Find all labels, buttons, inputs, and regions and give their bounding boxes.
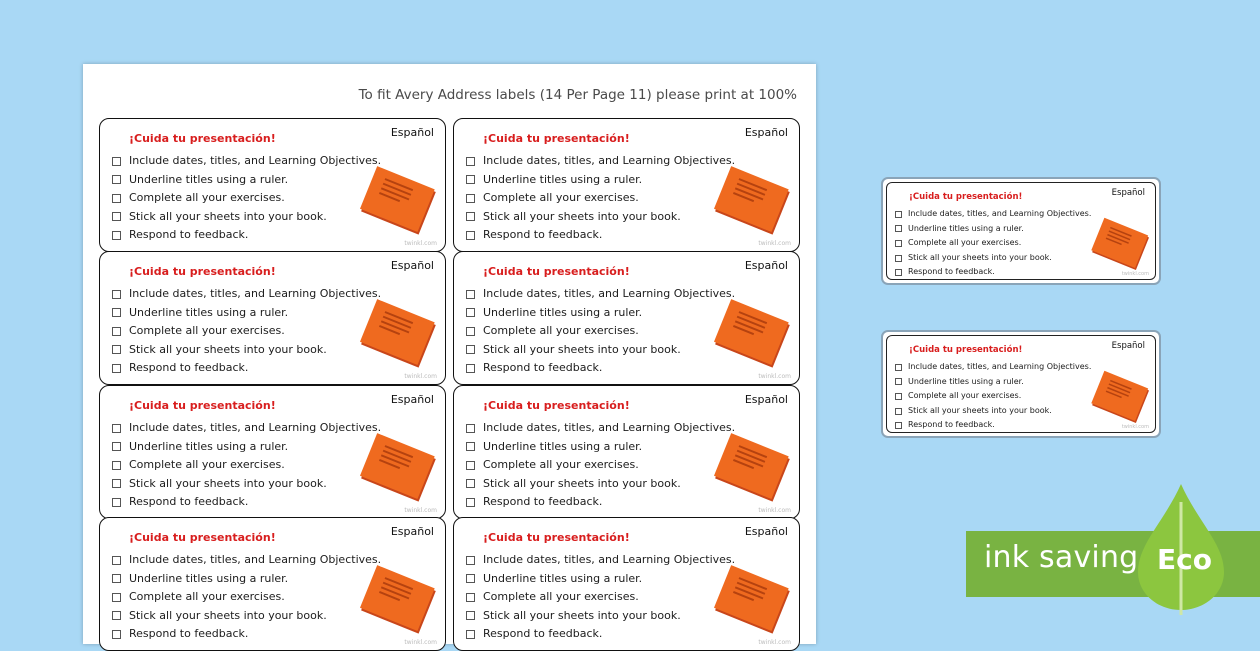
book-illustration	[1089, 376, 1153, 424]
checklist-item-text: Respond to feedback.	[129, 361, 249, 374]
brand-mark: twinkl.com	[404, 373, 437, 380]
checklist-item-text: Underline titles using a ruler.	[908, 376, 1024, 386]
checkbox[interactable]	[895, 269, 902, 276]
brand-mark: twinkl.com	[758, 639, 791, 646]
checklist-item-text: Stick all your sheets into your book.	[483, 342, 681, 356]
checklist	[895, 207, 1091, 280]
checklist-item-text: Include dates, titles, and Learning Objectives.	[483, 421, 736, 434]
checklist-item-text: Respond to feedback.	[908, 420, 995, 430]
label-heading: ¡Cuida tu presentación!	[483, 265, 630, 278]
checklist-item	[466, 625, 735, 644]
checkbox[interactable]	[112, 212, 121, 221]
brand-mark: twinkl.com	[404, 639, 437, 646]
print-instruction: To fit Avery Address labels (14 Per Page 11) please print at 100%	[358, 87, 797, 103]
checklist-item	[112, 607, 381, 626]
checklist-item-text: Stick all your sheets into your book.	[483, 476, 681, 490]
checklist-item-text: Underline titles using a ruler.	[908, 223, 1024, 233]
eco-label: Eco	[1157, 543, 1212, 576]
book-illustration	[711, 306, 795, 366]
checkbox[interactable]	[112, 556, 121, 565]
address-label	[453, 385, 800, 519]
checkbox[interactable]	[466, 611, 475, 620]
exercise-book-icon	[1089, 223, 1153, 269]
checklist-item-text: Complete all your exercises.	[129, 458, 285, 471]
checklist-item	[112, 438, 381, 457]
checkbox[interactable]	[895, 393, 902, 400]
checklist-item	[112, 189, 381, 208]
language-tag: Español	[1111, 188, 1145, 198]
exercise-book-icon	[1089, 376, 1153, 422]
checklist-item	[895, 404, 1091, 419]
checklist-item-text: Stick all your sheets into your book.	[908, 252, 1052, 262]
brand-mark: twinkl.com	[1121, 424, 1149, 430]
checklist-item-text: Complete all your exercises.	[129, 324, 285, 337]
checkbox[interactable]	[466, 424, 475, 433]
checklist-item	[112, 226, 381, 245]
checkbox[interactable]	[466, 498, 475, 507]
checklist-item	[112, 570, 381, 589]
checklist	[112, 285, 381, 378]
checklist-item-text: Stick all your sheets into your book.	[908, 405, 1052, 415]
checkbox[interactable]	[112, 442, 121, 451]
checklist	[466, 419, 735, 512]
checklist	[895, 360, 1091, 433]
checklist-item	[466, 607, 735, 626]
label-heading: ¡Cuida tu presentación!	[483, 531, 630, 544]
label-heading: ¡Cuida tu presentación!	[129, 399, 276, 412]
preview-label	[881, 177, 1161, 285]
checklist-item	[466, 493, 735, 512]
checklist-item	[112, 419, 381, 438]
book-illustration	[357, 572, 441, 632]
ink-saving-text: ink saving	[984, 540, 1139, 575]
checklist-item	[895, 389, 1091, 404]
checklist-item-text: Respond to feedback.	[908, 267, 995, 277]
checklist-item-text: Complete all your exercises.	[908, 391, 1022, 401]
checkbox[interactable]	[895, 211, 902, 218]
checklist-item-text: Underline titles using a ruler.	[129, 439, 289, 453]
book-illustration	[711, 440, 795, 500]
checklist-item	[112, 588, 381, 607]
checklist-item-text: Include dates, titles, and Learning Objectives.	[129, 553, 382, 566]
checklist-item	[895, 251, 1091, 266]
brand-mark: twinkl.com	[758, 373, 791, 380]
checkbox[interactable]	[112, 290, 121, 299]
checkbox[interactable]	[895, 364, 902, 371]
checklist-item	[466, 551, 735, 570]
checklist-item	[112, 304, 381, 323]
preview-label	[881, 330, 1161, 438]
checkbox[interactable]	[112, 327, 121, 336]
checklist-item-text: Include dates, titles, and Learning Objectives.	[908, 362, 1092, 371]
checklist-item-text: Respond to feedback.	[483, 627, 603, 640]
checklist-item-text: Complete all your exercises.	[483, 590, 639, 603]
checklist-item-text: Underline titles using a ruler.	[483, 571, 643, 585]
checklist-item-text: Complete all your exercises.	[908, 238, 1022, 248]
checklist-item-text: Underline titles using a ruler.	[129, 571, 289, 585]
checklist-item	[466, 226, 735, 245]
checklist-item	[466, 285, 735, 304]
checkbox[interactable]	[466, 194, 475, 203]
checklist-item	[112, 171, 381, 190]
book-illustration	[711, 572, 795, 632]
checklist-item-text: Stick all your sheets into your book.	[129, 342, 327, 356]
checklist-item	[895, 265, 1091, 280]
exercise-book-icon	[357, 440, 441, 500]
checkbox[interactable]	[466, 327, 475, 336]
checklist-item	[466, 456, 735, 475]
exercise-book-icon	[357, 173, 441, 233]
checklist-item-text: Include dates, titles, and Learning Objectives.	[129, 287, 382, 300]
checkbox[interactable]	[895, 225, 902, 232]
checkbox[interactable]	[895, 240, 902, 247]
language-tag: Español	[390, 126, 434, 139]
checklist-item-text: Underline titles using a ruler.	[483, 172, 643, 186]
checklist-item-text: Underline titles using a ruler.	[129, 172, 289, 186]
checklist-item	[466, 304, 735, 323]
label-heading: ¡Cuida tu presentación!	[483, 132, 630, 145]
checkbox[interactable]	[895, 422, 902, 429]
checklist-item-text: Complete all your exercises.	[483, 324, 639, 337]
checklist-item	[466, 438, 735, 457]
book-illustration	[1089, 223, 1153, 271]
checklist-item	[112, 625, 381, 644]
checklist-item-text: Respond to feedback.	[129, 228, 249, 241]
checkbox[interactable]	[466, 574, 475, 583]
address-label	[99, 517, 446, 651]
checklist-item	[466, 208, 735, 227]
checkbox[interactable]	[112, 611, 121, 620]
address-label	[99, 251, 446, 385]
checklist-item	[466, 588, 735, 607]
checkbox[interactable]	[112, 479, 121, 488]
label-heading: ¡Cuida tu presentación!	[129, 132, 276, 145]
brand-mark: twinkl.com	[404, 507, 437, 514]
checkbox[interactable]	[466, 345, 475, 354]
checkbox[interactable]	[466, 290, 475, 299]
checklist-item	[895, 360, 1091, 375]
exercise-book-icon	[711, 440, 795, 500]
checklist-item-text: Include dates, titles, and Learning Objectives.	[908, 209, 1092, 218]
exercise-book-icon	[357, 306, 441, 366]
label-heading: ¡Cuida tu presentación!	[909, 345, 1023, 355]
checklist-item	[466, 419, 735, 438]
checklist-item-text: Stick all your sheets into your book.	[129, 209, 327, 223]
checklist	[112, 419, 381, 512]
checklist	[112, 551, 381, 644]
address-label	[453, 251, 800, 385]
language-tag: Español	[744, 126, 788, 139]
checklist-item	[895, 418, 1091, 433]
checkbox[interactable]	[466, 556, 475, 565]
brand-mark: twinkl.com	[404, 240, 437, 247]
language-tag: Español	[390, 525, 434, 538]
checklist-item	[895, 236, 1091, 251]
checklist-item-text: Respond to feedback.	[483, 228, 603, 241]
exercise-book-icon	[711, 306, 795, 366]
checkbox[interactable]	[466, 479, 475, 488]
checklist-item	[112, 152, 381, 171]
language-tag: Español	[1111, 341, 1145, 351]
language-tag: Español	[744, 525, 788, 538]
checkbox[interactable]	[466, 593, 475, 602]
checklist-item	[466, 359, 735, 378]
checklist	[466, 551, 735, 644]
checklist	[112, 152, 381, 245]
label-heading: ¡Cuida tu presentación!	[483, 399, 630, 412]
checklist-item-text: Complete all your exercises.	[483, 191, 639, 204]
checklist-item	[466, 341, 735, 360]
address-label	[99, 118, 446, 252]
checklist-item	[112, 456, 381, 475]
address-label	[99, 385, 446, 519]
checklist-item	[895, 222, 1091, 237]
book-illustration	[357, 440, 441, 500]
checklist-item-text: Stick all your sheets into your book.	[129, 608, 327, 622]
checklist-item-text: Complete all your exercises.	[129, 191, 285, 204]
checklist-item-text: Stick all your sheets into your book.	[483, 209, 681, 223]
checkbox[interactable]	[112, 461, 121, 470]
checklist-item	[112, 341, 381, 360]
checkbox[interactable]	[466, 442, 475, 451]
checklist	[466, 152, 735, 245]
checkbox[interactable]	[895, 408, 902, 415]
checklist-item	[466, 322, 735, 341]
brand-mark: twinkl.com	[1121, 271, 1149, 277]
checklist-item-text: Respond to feedback.	[483, 495, 603, 508]
language-tag: Español	[744, 259, 788, 272]
worksheet-page	[83, 64, 816, 644]
checkbox[interactable]	[112, 157, 121, 166]
address-label	[453, 517, 800, 651]
checklist-item-text: Include dates, titles, and Learning Objectives.	[483, 287, 736, 300]
checkbox[interactable]	[112, 574, 121, 583]
preview-label-inner	[886, 182, 1156, 280]
exercise-book-icon	[711, 173, 795, 233]
checklist-item	[466, 152, 735, 171]
checklist-item	[112, 208, 381, 227]
checklist	[466, 285, 735, 378]
checkbox[interactable]	[466, 231, 475, 240]
checklist-item	[112, 322, 381, 341]
checklist-item	[466, 171, 735, 190]
checklist-item	[112, 551, 381, 570]
book-illustration	[357, 306, 441, 366]
checkbox[interactable]	[112, 364, 121, 373]
language-tag: Español	[390, 259, 434, 272]
checklist-item-text: Include dates, titles, and Learning Objectives.	[129, 154, 382, 167]
checklist-item	[112, 493, 381, 512]
checkbox[interactable]	[895, 378, 902, 385]
checkbox[interactable]	[466, 308, 475, 317]
checkbox[interactable]	[466, 157, 475, 166]
checklist-item-text: Respond to feedback.	[483, 361, 603, 374]
language-tag: Español	[390, 393, 434, 406]
checkbox[interactable]	[895, 255, 902, 262]
address-label	[453, 118, 800, 252]
preview-label-inner	[886, 335, 1156, 433]
checklist-item-text: Respond to feedback.	[129, 627, 249, 640]
checkbox[interactable]	[112, 231, 121, 240]
checkbox[interactable]	[466, 175, 475, 184]
label-heading: ¡Cuida tu presentación!	[909, 192, 1023, 202]
checklist-item	[895, 375, 1091, 390]
checklist-item	[466, 475, 735, 494]
checklist-item-text: Underline titles using a ruler.	[483, 439, 643, 453]
checklist-item-text: Respond to feedback.	[129, 495, 249, 508]
checkbox[interactable]	[112, 345, 121, 354]
checklist-item	[112, 285, 381, 304]
checklist-item-text: Stick all your sheets into your book.	[483, 608, 681, 622]
brand-mark: twinkl.com	[758, 240, 791, 247]
checkbox[interactable]	[466, 212, 475, 221]
checkbox[interactable]	[466, 630, 475, 639]
checklist-item-text: Complete all your exercises.	[483, 458, 639, 471]
checklist-item-text: Underline titles using a ruler.	[483, 305, 643, 319]
exercise-book-icon	[711, 572, 795, 632]
checklist-item	[466, 570, 735, 589]
checklist-item-text: Include dates, titles, and Learning Objectives.	[483, 553, 736, 566]
checkbox[interactable]	[112, 630, 121, 639]
checklist-item	[466, 189, 735, 208]
checkbox[interactable]	[112, 424, 121, 433]
checklist-item-text: Include dates, titles, and Learning Objectives.	[129, 421, 382, 434]
checkbox[interactable]	[112, 194, 121, 203]
label-heading: ¡Cuida tu presentación!	[129, 531, 276, 544]
checkbox[interactable]	[466, 461, 475, 470]
label-heading: ¡Cuida tu presentación!	[129, 265, 276, 278]
checkbox[interactable]	[112, 175, 121, 184]
checkbox[interactable]	[112, 593, 121, 602]
book-illustration	[711, 173, 795, 233]
checklist-item-text: Stick all your sheets into your book.	[129, 476, 327, 490]
checkbox[interactable]	[112, 498, 121, 507]
language-tag: Español	[744, 393, 788, 406]
checklist-item	[112, 475, 381, 494]
checkbox[interactable]	[112, 308, 121, 317]
checklist-item-text: Include dates, titles, and Learning Objectives.	[483, 154, 736, 167]
checklist-item-text: Complete all your exercises.	[129, 590, 285, 603]
checkbox[interactable]	[466, 364, 475, 373]
checklist-item	[895, 207, 1091, 222]
brand-mark: twinkl.com	[758, 507, 791, 514]
checklist-item	[112, 359, 381, 378]
book-illustration	[357, 173, 441, 233]
checklist-item-text: Underline titles using a ruler.	[129, 305, 289, 319]
exercise-book-icon	[357, 572, 441, 632]
